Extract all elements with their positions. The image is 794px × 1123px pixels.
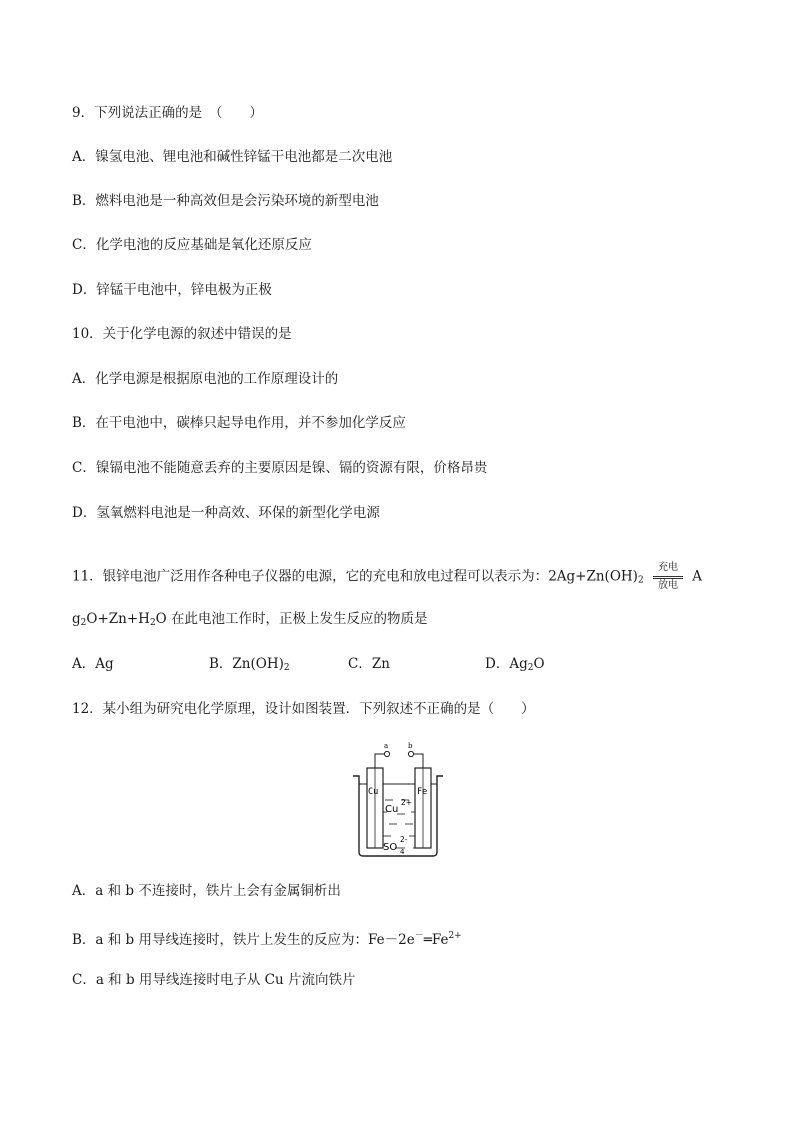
q11-line2-mid: O+Zn+H [86,611,150,627]
q11-option-a: A．Ag [72,656,114,672]
label-a: a [384,742,389,750]
q11-option-b [209,654,290,678]
q10-option-a: A．化学电源是根据原电池的工作原理设计的 [72,371,339,387]
q11-option-b-text: B．Zn(OH) [209,656,284,672]
q11-eq-left: 2Ag+Zn(OH) [548,568,638,585]
q10-option-d: D．氢氧燃料电池是一种高效、环保的新型化学电源 [72,505,380,521]
q9-option-d: D．锌锰干电池中，锌电极为正极 [72,282,272,298]
ion-so4-charge: 2- [400,835,408,844]
q11-line2 [72,609,428,633]
q11-stem-line [72,562,702,592]
electrochemical-cell-diagram [349,740,445,858]
q9-option-b: B．燃料电池是一种高效但是会污染环境的新型电池 [72,193,379,209]
arrow-bottom-label: 放电 [657,580,678,591]
label-cu: Cu [368,787,379,797]
q12-option-b-sup1: － [414,931,424,941]
label-b: b [408,742,413,750]
arrow-top-label: 充电 [657,562,678,573]
q12-option-b-text: B．a 和 b 用导线连接时，铁片上发生的反应为：Fe－2e [72,932,415,948]
q11-line2-sub1: 2 [80,618,87,628]
label-fe: Fe [417,787,428,797]
q11-stem: 11．银锌电池广泛用作各种电子仪器的电源，它的充电和放电过程可以表示为： [72,568,549,585]
q11-option-d-sub: 2 [527,663,534,673]
ion-so4: SO [383,842,398,853]
q12-option-a: A．a 和 b 不连接时，铁片上会有金属铜析出 [72,883,341,899]
q9-option-a: A．镍氢电池、锂电池和碱性锌锰干电池都是二次电池 [72,149,393,165]
q9-stem: 9．下列说法正确的是 （ ） [72,105,263,121]
q11-eq-right-start: A [692,568,703,585]
q12-option-b [72,926,462,950]
q11-line2-sub2: 2 [149,618,156,628]
electrochemical-cell-figure [349,740,445,858]
q12-stem: 12．某小组为研究电化学原理，设计如图装置．下列叙述不正确的是（ ） [72,701,535,717]
ion-cu-charge: 2+ [401,798,413,807]
q10-option-c: C．镍镉电池不能随意丢弃的主要原因是镍、镉的资源有限，价格昂贵 [72,460,488,476]
q9-option-c: C．化学电池的反应基础是氧化还原反应 [72,237,312,253]
q12-option-b-sup2: 2+ [448,931,462,941]
q11-line2-prefix: g [72,611,81,627]
q11-option-b-sub: 2 [283,663,290,673]
q11-option-c: C．Zn [348,656,390,672]
q10-stem: 10．关于化学电源的叙述中错误的是 [72,326,292,342]
q12-option-c: C．a 和 b 用导线连接时电子从 Cu 片流向铁片 [72,972,356,988]
q11-option-d [485,654,545,678]
ion-so4-sub: 4 [400,848,405,856]
reversible-arrow-icon [651,562,685,592]
q12-option-b-mid: ═Fe [423,932,449,948]
ion-cu: Cu [385,804,399,815]
q11-option-d-text: D．Ag [485,656,528,672]
q11-line2-rest: O 在此电池工作时，正极上发生反应的物质是 [155,611,428,627]
q11-eq-left-sub: 2 [637,575,644,586]
q11-option-d-end: O [533,656,545,672]
q10-option-b: B．在干电池中，碳棒只起导电作用，并不参加化学反应 [72,415,406,431]
